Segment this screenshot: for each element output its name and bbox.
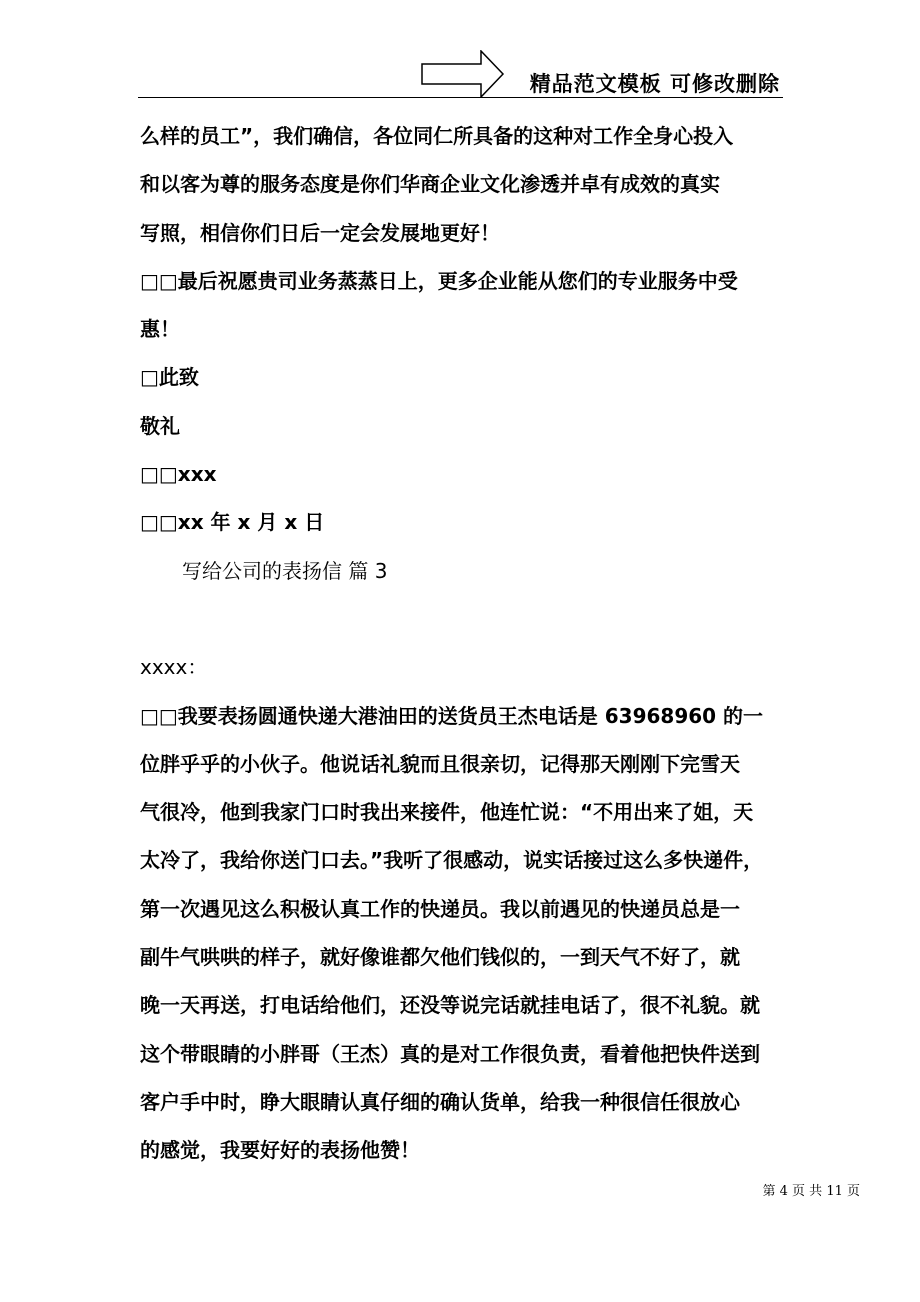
page-number: 第 4 页 共 11 页 <box>762 1184 860 1199</box>
paragraph-line: 气很冷，他到我家门口时我出来接件，他连忙说：“不用出来了姐，天 <box>140 800 754 825</box>
arrow-right-icon <box>421 50 505 98</box>
header-title: 精品范文模板 可修改删除 <box>529 72 780 96</box>
document-body <box>140 112 790 1175</box>
paragraph-line: 的感觉，我要好好的表扬他赞！ <box>140 1138 420 1163</box>
blank-gap <box>140 595 790 643</box>
page-header <box>138 50 783 98</box>
text-line: 惠！ <box>140 317 180 342</box>
salutation: xxxx： <box>140 655 208 680</box>
date-line: □□xx 年 x 月 x 日 <box>140 510 325 535</box>
paragraph-line: □□我要表扬圆通快递大港油田的送货员王杰电话是 63968960 的一 <box>140 703 764 728</box>
signature-line: □□xxx <box>140 462 217 487</box>
paragraph-line: 第一次遇见这么积极认真工作的快递员。我以前遇见的快递员总是一 <box>140 896 740 921</box>
text-line: 写照，相信你们日后一定会发展地更好！ <box>140 220 500 245</box>
text-line: □□最后祝愿贵司业务蒸蒸日上，更多企业能从您们的专业服务中受 <box>140 268 738 293</box>
closing-line: □此致 <box>140 365 199 390</box>
paragraph-line: 太冷了，我给你送门口去。”我听了很感动，说实话接过这么多快递件， <box>140 848 764 873</box>
paragraph-line: 晚一天再送，打电话给他们，还没等说完话就挂电话了，很不礼貌。就 <box>140 993 760 1018</box>
paragraph-line: 位胖乎乎的小伙子。他说话礼貌而且很亲切，记得那天刚刚下完雪天 <box>140 751 740 776</box>
paragraph-line: 客户手中时，睁大眼睛认真仔细的确认货单，给我一种很信任很放心 <box>140 1089 740 1114</box>
section-heading: 写给公司的表扬信 篇 3 <box>182 558 388 583</box>
paragraph-line: 这个带眼睛的小胖哥（王杰）真的是对工作很负责，看着他把快件送到 <box>140 1041 760 1066</box>
text-line: 和以客为尊的服务态度是你们华商企业文化渗透并卓有成效的真实 <box>140 172 720 197</box>
header-rule <box>138 97 783 98</box>
paragraph-line: 副牛气哄哄的样子，就好像谁都欠他们钱似的，一到天气不好了，就 <box>140 945 740 970</box>
text-line: 么样的员工”，我们确信，各位同仁所具备的这种对工作全身心投入 <box>140 124 734 148</box>
closing-line: 敬礼 <box>140 413 180 438</box>
